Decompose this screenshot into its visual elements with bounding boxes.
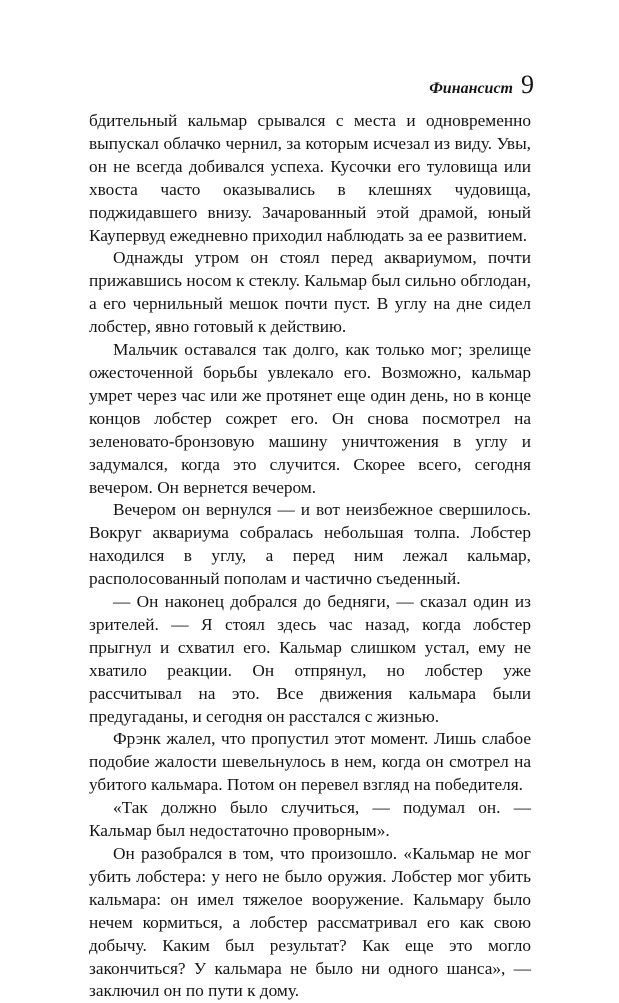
dialogue-paragraph: — Он наконец добрался до бедняги, — сказал один из зрителей. — Я стоял здесь час назад, когда лобстер прыгнул и схватил его. Кальмар слишком устал, ему не хватило реакции. Он отпрянул, но лобстер уже рассчитывал на это. Все движения кальмара были предугаданы, и сегодня он расстался с жизнью. [89, 592, 531, 726]
running-header-title: Финансист [429, 80, 513, 97]
paragraph: Мальчик оставался так долго, как только мог; зрелище ожесточенной борьбы увлекало его. Возможно, кальмар умрет через час или же протянет еще один день, но в конце концов лобстер сожрет его. Он снова посмотрел на зеленовато-бронзовую машину уничтожения в углу и задумался, когда это случится. Скорее всего, сегодня вечером. Он вернется вечером. [89, 340, 531, 497]
paragraph: Фрэнк жалел, что пропустил этот момент. Лишь слабое подобие жалости шевельнулось в нем, когда он смотрел на убитого кальмара. Потом он перевел взгляд на победителя. [89, 729, 531, 795]
page-number: 9 [521, 70, 534, 99]
quote-paragraph: «Так должно было случиться, — подумал он. — Кальмар был недостаточно проворным». [89, 798, 531, 841]
paragraph: Вечером он вернулся — и вот неизбежное свершилось. Вокруг аквариума собралась небольшая толпа. Лобстер находился в углу, а перед ним лежал кальмар, располосованный пополам и частично съеденный. [89, 500, 531, 589]
running-header [429, 72, 534, 98]
paragraph: Он разобрался в том, что произошло. «Кальмар не мог убить лобстера: у него не было оружия. Лобстер мог убить кальмара: он имел тяжелое вооружение. Кальмару было нечем кормиться, а лобстер рассматривал его как свою добычу. Каким был результат? Как еще это могло закончиться? У кальмара не было ни одного шанса», — заключил он по пути к дому. [89, 844, 531, 1001]
paragraph: Однажды утром он стоял перед аквариумом, почти прижавшись носом к стеклу. Кальмар был сильно обглодан, а его чернильный мешок почти пуст. В углу на дне сидел лобстер, явно готовый к действию. [89, 248, 531, 337]
body-text [89, 110, 531, 1003]
paragraph-continued: бдительный кальмар срывался с места и одновременно выпускал облачко чернил, за которым исчезал из виду. Увы, он не всегда добивался успеха. Кусочки его туловища или хвоста часто оказывались в клешнях чудовища, поджидавшего внизу. Зачарованный этой драмой, юный Каупервуд ежедневно приходил наблюдать за ее развитием. [89, 111, 531, 245]
